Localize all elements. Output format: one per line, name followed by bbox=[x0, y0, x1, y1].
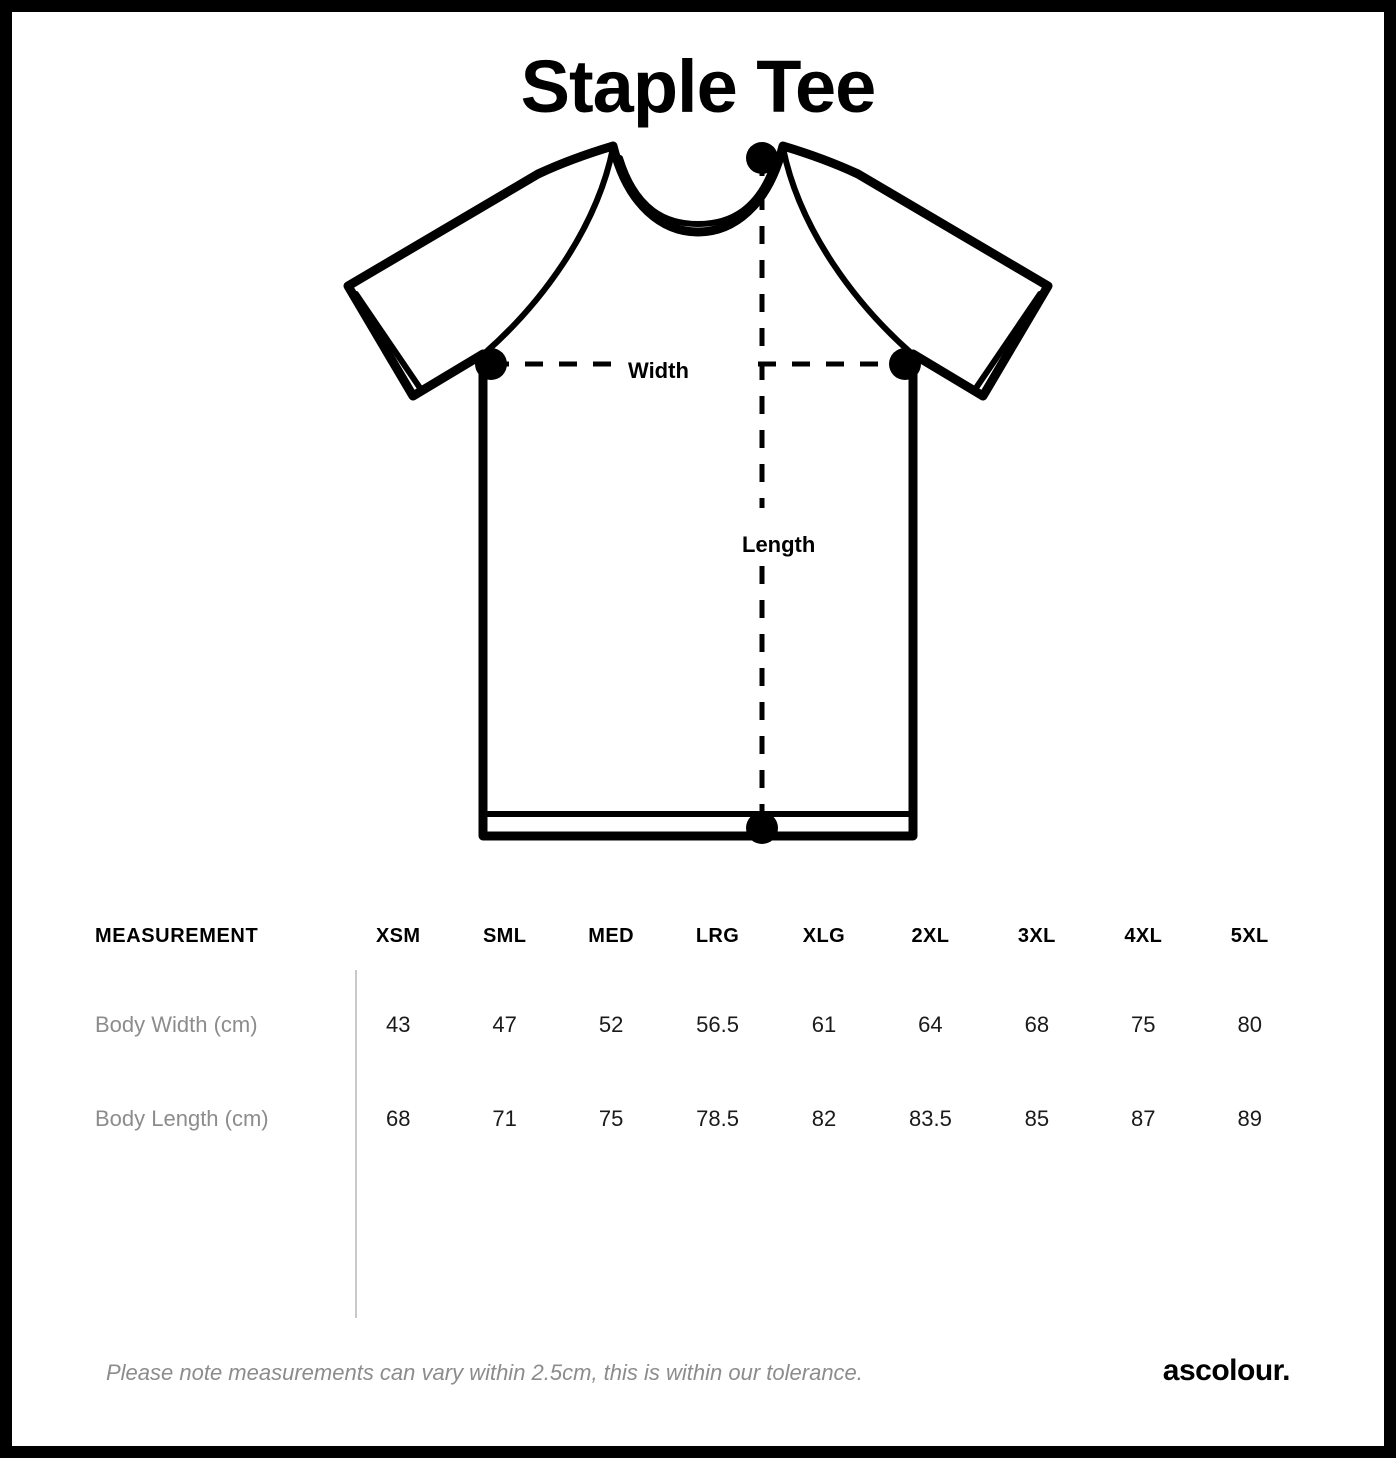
cell-body-width-sml: 47 bbox=[492, 1011, 517, 1037]
cell-body-width-4xl: 75 bbox=[1131, 1011, 1156, 1037]
cell-body-length-lrg: 78.5 bbox=[696, 1105, 739, 1131]
cell-body-width-lrg: 56.5 bbox=[696, 1011, 739, 1037]
cell-body-width-xsm: 43 bbox=[385, 1011, 411, 1037]
tshirt-illustration bbox=[338, 136, 1058, 876]
row-label-body-length: Body Length (cm) bbox=[95, 1105, 269, 1131]
table-row bbox=[93, 1072, 1303, 1166]
cell-body-width-2xl: 64 bbox=[918, 1011, 943, 1037]
cell-body-length-4xl: 87 bbox=[1131, 1105, 1156, 1131]
size-table bbox=[93, 896, 1303, 1166]
header-3xl: 3XL bbox=[1017, 925, 1056, 948]
cell-body-length-3xl: 85 bbox=[1024, 1105, 1050, 1131]
tolerance-note: Please note measurements can vary within 2.5cm, this is within our tolerance. bbox=[106, 1360, 863, 1385]
measurement-endpoints bbox=[475, 142, 921, 844]
cell-body-width-5xl: 80 bbox=[1237, 1011, 1262, 1037]
cell-body-width-xlg: 61 bbox=[811, 1011, 837, 1037]
brand-logo: ascolour. bbox=[1162, 1354, 1290, 1387]
page-title: Staple Tee bbox=[520, 45, 876, 128]
header-measurement: MEASUREMENT bbox=[95, 925, 259, 948]
header-4xl: 4XL bbox=[1124, 925, 1163, 948]
header-xsm: XSM bbox=[375, 925, 421, 948]
header-lrg: LRG bbox=[695, 925, 740, 948]
cell-body-width-3xl: 68 bbox=[1024, 1011, 1050, 1037]
length-label: Length bbox=[734, 532, 823, 558]
cell-body-length-xsm: 68 bbox=[385, 1105, 411, 1131]
cell-body-length-xlg: 82 bbox=[811, 1105, 837, 1131]
header-xlg: XLG bbox=[802, 925, 846, 948]
table-row bbox=[93, 978, 1303, 1072]
cell-body-length-med: 75 bbox=[598, 1105, 624, 1131]
row-label-body-width: Body Width (cm) bbox=[95, 1011, 258, 1037]
cell-body-length-2xl: 83.5 bbox=[908, 1105, 952, 1131]
header-5xl: 5XL bbox=[1230, 925, 1269, 948]
header-med: MED bbox=[588, 925, 634, 948]
table-divider bbox=[355, 970, 357, 1318]
header-sml: SML bbox=[482, 925, 527, 948]
cell-body-length-5xl: 89 bbox=[1237, 1105, 1262, 1131]
cell-body-length-sml: 71 bbox=[492, 1105, 517, 1131]
table-header-row bbox=[93, 896, 1303, 978]
cell-body-width-med: 52 bbox=[598, 1011, 624, 1037]
header-2xl: 2XL bbox=[911, 925, 950, 948]
width-label: Width bbox=[620, 358, 697, 384]
footer bbox=[12, 1354, 1384, 1388]
tshirt-diagram bbox=[12, 136, 1384, 896]
